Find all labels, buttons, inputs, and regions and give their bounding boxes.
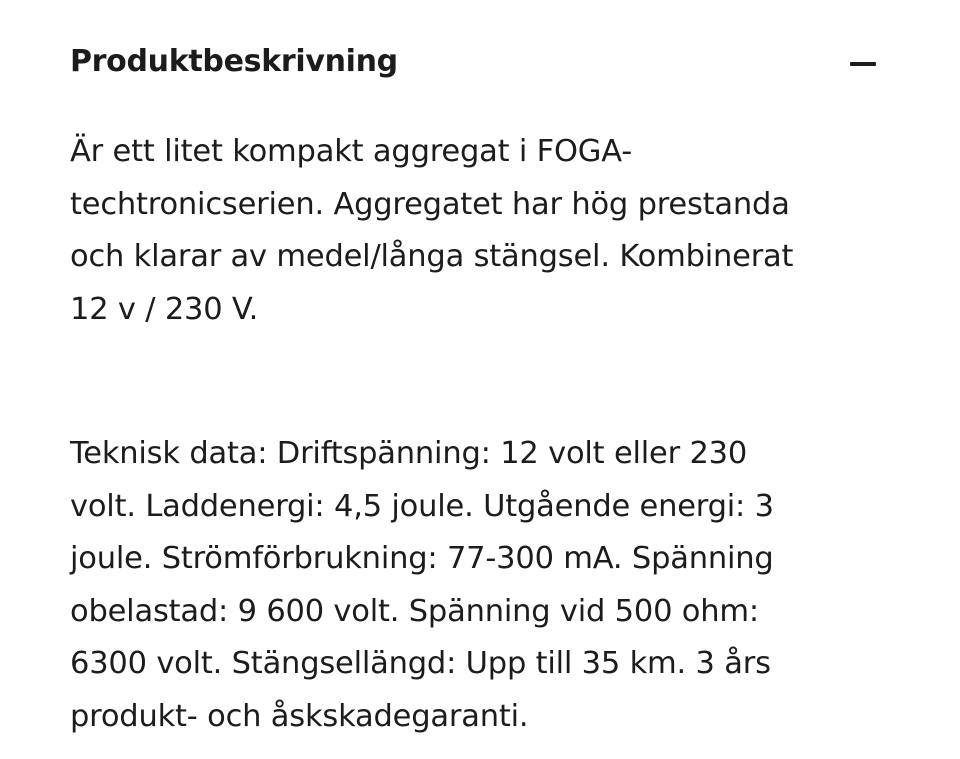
collapse-button[interactable] bbox=[842, 44, 882, 84]
product-description-accordion bbox=[70, 0, 880, 734]
accordion-content bbox=[70, 126, 890, 743]
accordion-header[interactable] bbox=[70, 0, 880, 126]
technical-data-paragraph: Teknisk data: Driftspänning: 12 volt eller 230 volt. Laddenergi: 4,5 joule. Utgående energi: 3 joule. Strömförbrukning: 77-300 mA. Spänning obelastad: 9 600 volt. Spänning vid 500 ohm: 6300 volt. Stängsellängd: Upp till 35 km. 3 års produkt- och åskskadegaranti. bbox=[70, 436, 774, 734]
section-title: Produktbeskrivning bbox=[70, 44, 398, 79]
minus-icon bbox=[850, 62, 876, 66]
intro-paragraph: Är ett litet kompakt aggregat i FOGA- techtronicserien. Aggregatet har hög prestanda och klarar av medel/långa stängsel. Kombinerat 12 v / 230 V. bbox=[70, 134, 794, 327]
